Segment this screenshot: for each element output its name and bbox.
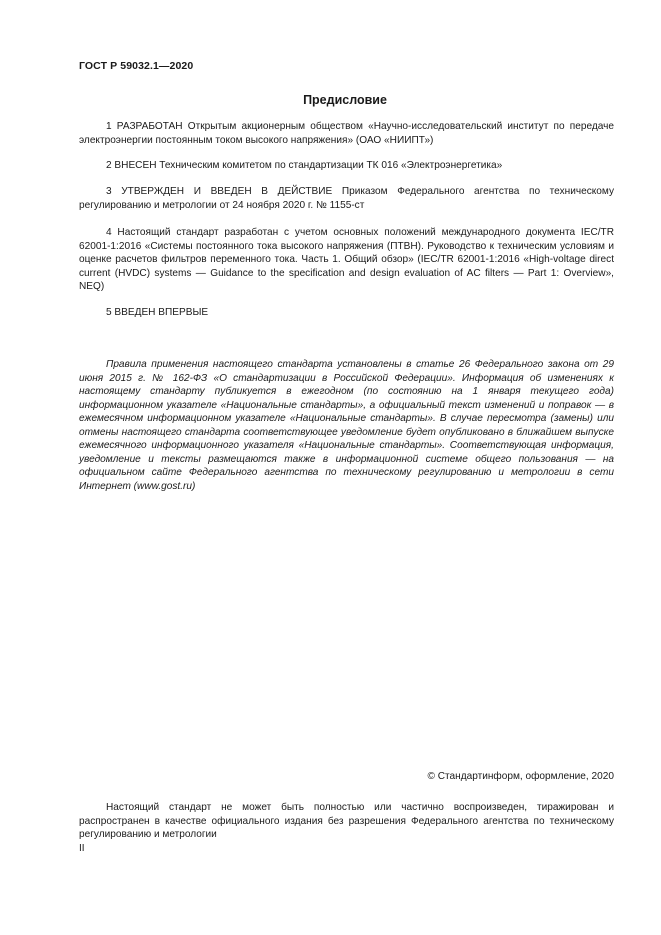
foreword-item-4 [79,226,614,294]
foreword-item-text: 4 Настоящий стандарт разработан с учетом основных положений международного документа IEC/TR 62001-1:2016 «Системы постоянного тока высокого напряжения (ПТВН). Руководство к техническим условиям и оценке расчетов фильтров переменного тока. Часть 1. Общий обзор» (IEC/TR 62001-1:2016 «High-voltage direct current (HVDC) systems — Guidance to the specification and design evaluation of AC filters — Part 1: Overview», NEQ) [79,227,614,292]
foreword-item-3 [79,185,614,212]
page-title: Предисловие [303,93,387,107]
notice-text: Правила применения настоящего стандарта установлены в статье 26 Федерального закона от 29 июня 2015 г. № 162-ФЗ «О стандартизации в Российской Федерации». Информация об изменениях к настоящему стандарту публикуется в ежегодном (по состоянию на 1 января текущего года) информационном указателе «Национальные стандарты», а официальный текст изменений и поправок — в ежемесячном информационном указателе «Национальные стандарты». В случае пересмотра (замены) или отмены настоящего стандарта соответствующее уведомление будет опубликовано в ближайшем выпуске ежемесячного информационного указателя «Национальные стандарты». Соответствующая информация, уведомление и тексты размещаются также в информационной системе общего пользования — на официальном сайте Федерального агентства по техническому регулированию и метрологии в сети Интернет (www.gost.ru) [79,359,614,492]
foreword-item-2 [79,159,614,173]
foreword-item-text: 5 ВВЕДЕН ВПЕРВЫЕ [106,307,209,318]
foreword-item-text: 2 ВНЕСЕН Техническим комитетом по стандартизации ТК 016 «Электроэнергетика» [106,160,503,171]
page-number: II [79,843,85,854]
foreword-item-5 [79,306,614,320]
restriction-text: Настоящий стандарт не может быть полностью или частично воспроизведен, тиражирован и распространен в качестве официального издания без разрешения Федерального агентства по техническому регулированию и метрологии [79,802,614,840]
copyright-line: © Стандартинформ, оформление, 2020 [427,771,614,782]
application-rules-notice [79,358,614,493]
foreword-item-1 [79,120,614,147]
standard-code: ГОСТ Р 59032.1—2020 [79,60,194,72]
reproduction-restriction [79,801,614,842]
foreword-item-text: 3 УТВЕРЖДЕН И ВВЕДЕН В ДЕЙСТВИЕ Приказом Федерального агентства по техническому регулированию и метрологии от 24 ноября 2020 г. № 1155-ст [79,186,614,211]
foreword-item-text: 1 РАЗРАБОТАН Открытым акционерным обществом «Научно-исследовательский институт по передаче электроэнергии постоянным током высокого напряжения» (ОАО «НИИПТ») [79,121,614,146]
